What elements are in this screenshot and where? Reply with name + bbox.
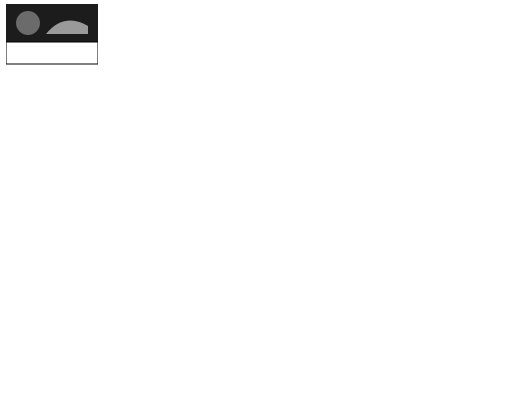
publication-logo [6, 4, 98, 68]
article-body [8, 64, 522, 410]
logo-caption [6, 42, 98, 64]
article-headline [106, 4, 524, 56]
